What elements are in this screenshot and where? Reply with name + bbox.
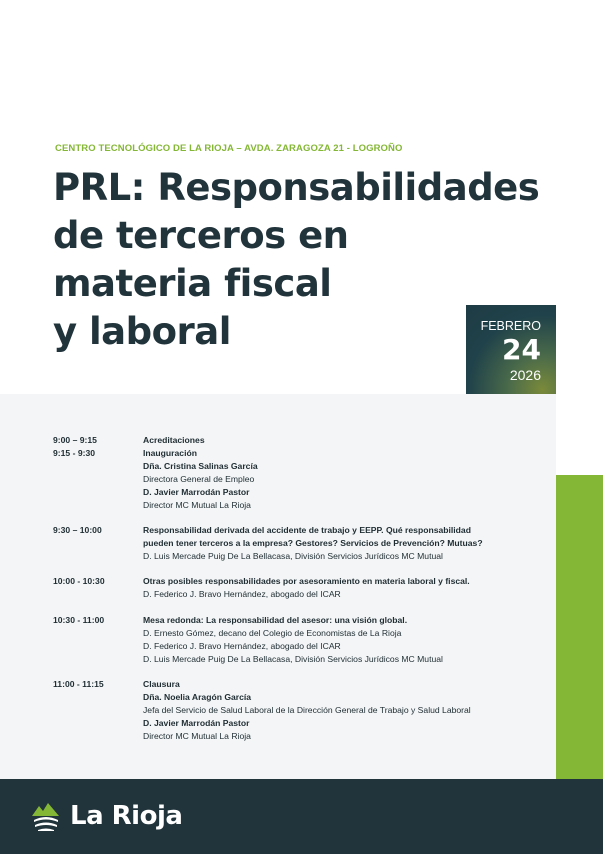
program-line: Acreditaciones (143, 435, 205, 445)
program-line: Jefa del Servicio de Salud Laboral de la Dirección General de Trabajo y Salud Laboral (143, 705, 471, 715)
program-time: 10:30 - 11:00 (53, 615, 105, 625)
date-badge (466, 305, 556, 394)
title-line: de terceros en (53, 214, 349, 257)
program-line: D. Federico J. Bravo Hernández, abogado del ICAR (143, 641, 341, 651)
program-line: pueden tener terceros a la empresa? Gestores? Servicios de Prevención? Mutuas? (143, 538, 483, 548)
program-line: D. Javier Marrodán Pastor (143, 718, 250, 728)
program-line: D. Ernesto Gómez, decano del Colegio de Economistas de La Rioja (143, 628, 402, 638)
accent-bar (556, 475, 603, 779)
program-content (143, 447, 543, 512)
program-content (143, 678, 543, 743)
program-time: 9:30 – 10:00 (53, 525, 102, 535)
program-line: D. Javier Marrodán Pastor (143, 487, 250, 497)
logo-text: La Rioja (70, 801, 183, 831)
program-content (143, 524, 543, 563)
program-line: Dña. Noelia Aragón García (143, 692, 252, 702)
title-line: materia fiscal (53, 262, 332, 305)
date-month: FEBRERO (480, 319, 541, 333)
program-content (143, 434, 543, 447)
program-time: 10:00 - 10:30 (53, 576, 105, 586)
program-line: D. Federico J. Bravo Hernández, abogado del ICAR (143, 589, 341, 599)
date-day: 24 (502, 333, 541, 366)
program-content (143, 614, 543, 666)
program-line: Dña. Cristina Salinas García (143, 461, 258, 471)
title-line: y laboral (53, 310, 231, 353)
program-line: Director MC Mutual La Rioja (143, 500, 251, 510)
date-year: 2026 (509, 367, 541, 383)
program-content (143, 575, 543, 601)
program-time: 11:00 - 11:15 (53, 679, 104, 689)
venue-line: CENTRO TECNOLÓGICO DE LA RIOJA – AVDA. ZARAGOZA 21 - LOGROÑO (55, 143, 403, 154)
program-time: 9:15 - 9:30 (53, 448, 96, 458)
title-line: PRL: Responsabilidades (53, 166, 540, 209)
program-line: D. Luis Mercade Puig De La Bellacasa, División Servicios Jurídicos MC Mutual (143, 654, 443, 664)
program-line: Responsabilidad derivada del accidente de trabajo y EEPP. Qué responsabilidad (143, 525, 471, 535)
program-line: Clausura (143, 679, 180, 689)
program-line: Inauguración (143, 448, 197, 458)
program-line: Directora General de Empleo (143, 474, 255, 484)
program-line: Otras posibles responsabilidades por asesoramiento en materia laboral y fiscal. (143, 576, 470, 586)
la-rioja-mountain-logo-icon (30, 800, 62, 832)
program-line: Mesa redonda: La responsabilidad del asesor: una visión global. (143, 615, 408, 625)
program-time: 9:00 – 9:15 (53, 435, 97, 445)
program-line: D. Luis Mercade Puig De La Bellacasa, División Servicios Jurídicos MC Mutual (143, 551, 443, 561)
program-line: Director MC Mutual La Rioja (143, 731, 251, 741)
